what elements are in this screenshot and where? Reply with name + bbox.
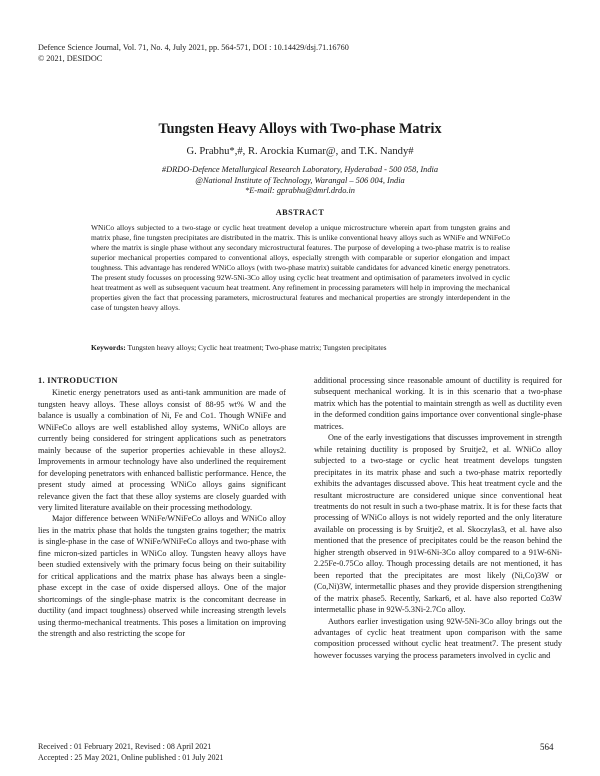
author-email[interactable]: *E-mail: gprabhu@dmrl.drdo.in (245, 186, 355, 196)
keywords (91, 343, 510, 353)
accepted-date: Accepted : 25 May 2021, Online published : 01 July 2021 (38, 753, 224, 762)
intro-paragraph-2: Major difference between WNiFe/WNiFeCo alloys and WNiCo alloy lies in the matrix phase that holds the tungsten grains together; the matrix is single-phase in the case of WNiFe/WNiFeCo alloys and two-phase with fine micron-sized particles in WNiCo alloy. Tungsten heavy alloys have been studied extensively with the primary focus being on their suitability for critical applications and the matrix phase has always been a single-phase except in the case of oxide dispersed alloys. One of the major shortcomings of the single-phase matrix is the concomitant decrease in ductility (and impact toughness) observed while increasing strength levels using thermo-mechanical treatments. This poses a limitation on improving the strength and also restricting the scope for (38, 514, 286, 638)
abstract-heading: ABSTRACT (275, 208, 325, 217)
abstract-text: WNiCo alloys subjected to a two-stage or cyclic heat treatment develop a unique microstructure wherein apart from tungsten grains and matrix phase, fine tungsten precipitates are distributed in the matrix. This is unlike conventional heavy alloys such as WNiFe and WNiFeCo where the matrix is single phase without any secondary microstructural features. The purpose of developing a two-phase matrix is to realise superior mechanical properties compared to conventional alloys, especially strength with comparable or superior elongation and impact toughness. This advantage has rendered WNiCo alloys (with two-phase matrix) suitable candidates for advanced kinetic energy penetrators. The present study focusses on processing 92W-5Ni-3Co alloy using cyclic heat treatment and optimisation of parameters involved in cyclic heat treatment as well as subsequent vacuum heat treatment. Any refinement in processing parameters will help in improving the mechanical properties given the fact that processing parameters, microstructural features and mechanical properties are strongly interdependent in the case of tungsten heavy alloys. (91, 223, 510, 313)
received-date: Received : 01 February 2021, Revised : 08 April 2021 (38, 742, 212, 751)
author-list: G. Prabhu*,#, R. Arockia Kumar@, and T.K. Nandy# (186, 146, 414, 157)
intro-paragraph-1: Kinetic energy penetrators used as anti-tank ammunition are made of tungsten heavy alloys. These alloys consist of 88-95 wt% W and the balance is usually a combination of Ni, Fe and Co1. Though WNiFe and WNiFeCo alloys are well established alloy systems, WNiCo alloys are currently being considered for stringent applications such as penetrators mainly because of the superior properties achievable in these alloys2. Improvements in armour technology have also underlined the requirement for developing penetrators with enhanced ballistic performance. Hence, the present study aimed at processing WNiCo alloys gains significant relevance given the fact that these alloy systems are closely guarded with very limited literature available on their processing methodology. (38, 388, 286, 512)
submission-dates (38, 741, 224, 763)
page-number: 564 (540, 742, 554, 752)
intro-paragraph-3: One of the early investigations that discusses improvement in strength while retaining ductility is proposed by Sruitje2, et al. WNiCo alloy subjected to a two-stage or cyclic heat treatment develops tungsten precipitates in its matrix phase and such a two-phase matrix reportedly exhibits the advantages discussed above. This heat treatment cycle and the resultant microstructure are considered unique since conventional heat treatments do not result in such a two-phase matrix. It is for these facts that processing of WNiCo alloys is not widely reported and the only literature available on processing is by Sruitje2, et al. Skoczylas3, et al. have also mentioned that the presence of precipitates could be the reason behind the higher strength observed in 91W-6Ni-3Co alloy compared to a 91W-6Ni-2.25Fe-0.75Co alloy. Though processing details are not mentioned, it has been reported that the precipitates are most likely (Ni,Co)3W or (Co,Ni)3W, intermetallic phases and they provide dispersion strengthening of the matrix phase5. Recently, Sarkar6, et al. have also reported Co3W intermetallic phase in 92W-5.3Ni-2.7Co alloy. (314, 433, 562, 615)
affiliation-1: #DRDO-Defence Metallurgical Research Laboratory, Hyderabad - 500 058, India (161, 165, 439, 174)
journal-header (38, 42, 349, 64)
intro-paragraph-2-continued: additional processing since reasonable amount of ductility is required for subsequent mechanical working. It is in this scenario that a two-phase matrix which has the potential to maintain strength as well as ductility even in the deformed condition gains importance over conventional single-phase matrices. (314, 376, 562, 431)
intro-paragraph-4: Authors earlier investigation using 92W-5Ni-3Co alloy brings out the advantages of cyclic heat treatment upon comparison with the same composition processed without cyclic heat treatment7. The present study however focusses varying the process parameters involved in cyclic and (314, 616, 562, 660)
keywords-label: Keywords: (91, 343, 126, 352)
citation-line: Defence Science Journal, Vol. 71, No. 4, July 2021, pp. 564-571, DOI : 10.14429/dsj.71.16760 (38, 43, 349, 52)
section-heading-introduction: 1. INTRODUCTION (38, 376, 118, 385)
paper-title: Tungsten Heavy Alloys with Two-phase Matrix (158, 121, 442, 137)
affiliations (0, 165, 600, 197)
copyright-line: © 2021, DESIDOC (38, 54, 103, 63)
right-column (314, 375, 562, 661)
left-column (38, 375, 286, 639)
keywords-text: Tungsten heavy alloys; Cyclic heat treatment; Two-phase matrix; Tungsten precipitates (127, 343, 387, 352)
affiliation-2: @National Institute of Technology, Warangal – 506 004, India (195, 175, 405, 185)
